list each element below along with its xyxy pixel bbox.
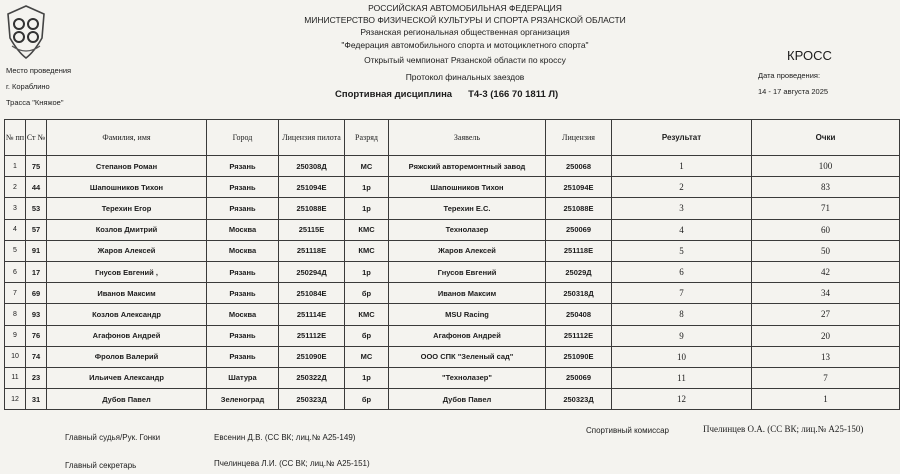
col-rank-cell: 1р	[345, 261, 389, 282]
col-pilot-license-cell: 251094Е	[279, 177, 345, 198]
table-body	[5, 156, 900, 410]
col-pilot-license-cell: 251088Е	[279, 198, 345, 219]
col-start-num-cell: 44	[26, 177, 47, 198]
col-license-cell: 251118Е	[546, 240, 612, 261]
venue-label: Место проведения	[6, 66, 72, 75]
table-row	[5, 261, 900, 282]
col-name-cell: Шапошников Тихон	[47, 177, 207, 198]
col-result-cell: 6	[612, 261, 752, 282]
col-num-cell: 7	[5, 283, 26, 304]
col-city-cell: Рязань	[207, 177, 279, 198]
col-pilot-license-cell: 250308Д	[279, 156, 345, 177]
col-entrant-cell: Шапошников Тихон	[389, 177, 546, 198]
col-pilot-license-cell: 251090Е	[279, 346, 345, 367]
col-name-cell: Агафонов Андрей	[47, 325, 207, 346]
col-entrant-cell: Технолазер	[389, 219, 546, 240]
col-pilot-license-cell: 251114Е	[279, 304, 345, 325]
col-result-cell: 2	[612, 177, 752, 198]
col-name-cell: Гнусов Евгений ,	[47, 261, 207, 282]
judge-label: Главный судья/Рук. Гонки	[65, 433, 161, 442]
col-entrant-cell: "Технолазер"	[389, 367, 546, 388]
col-points-cell: 60	[752, 219, 900, 240]
discipline-label: Спортивная дисциплина	[335, 89, 453, 100]
col-pilot-license-cell: 251112Е	[279, 325, 345, 346]
col-name-cell: Ильичев Александр	[47, 367, 207, 388]
col-rank-cell: КМС	[345, 304, 389, 325]
ministry-title: МИНИСТЕРСТВО ФИЗИЧЕСКОЙ КУЛЬТУРЫ И СПОРТА РЯЗАНСКОЙ ОБЛАСТИ	[304, 15, 626, 25]
table-header-row	[5, 120, 900, 156]
col-pilot-license-header: Лицензия пилота	[279, 120, 345, 156]
table-row	[5, 389, 900, 410]
col-points-cell: 27	[752, 304, 900, 325]
col-rank-cell: 1р	[345, 367, 389, 388]
col-num-cell: 2	[5, 177, 26, 198]
col-num-cell: 1	[5, 156, 26, 177]
col-start-num-cell: 76	[26, 325, 47, 346]
col-entrant-cell: Иванов Максим	[389, 283, 546, 304]
event-type: КРОСС	[787, 48, 832, 63]
col-license-cell: 251094Е	[546, 177, 612, 198]
protocol-title: Протокол финальных заездов	[405, 72, 525, 82]
judge-value: Евсенин Д.В. (СС ВК; лиц.№ А25-149)	[214, 433, 356, 442]
col-result-header: Результат	[612, 120, 752, 156]
col-name-cell: Козлов Дмитрий	[47, 219, 207, 240]
col-points-cell: 13	[752, 346, 900, 367]
col-rank-cell: бр	[345, 283, 389, 304]
col-name-cell: Терехин Егор	[47, 198, 207, 219]
col-start-num-cell: 75	[26, 156, 47, 177]
col-name-cell: Фролов Валерий	[47, 346, 207, 367]
col-result-cell: 7	[612, 283, 752, 304]
col-city-cell: Рязань	[207, 261, 279, 282]
col-license-header: Лицензия	[546, 120, 612, 156]
col-entrant-cell: Ряжский авторемонтный завод	[389, 156, 546, 177]
col-rank-header: Разряд	[345, 120, 389, 156]
col-entrant-cell: Агафонов Андрей	[389, 325, 546, 346]
col-rank-cell: бр	[345, 389, 389, 410]
col-city-cell: Москва	[207, 240, 279, 261]
col-start-num-header: Ст №	[26, 120, 47, 156]
col-result-cell: 8	[612, 304, 752, 325]
col-result-cell: 4	[612, 219, 752, 240]
col-num-cell: 9	[5, 325, 26, 346]
col-pilot-license-cell: 250323Д	[279, 389, 345, 410]
col-license-cell: 251090Е	[546, 346, 612, 367]
col-name-cell: Дубов Павел	[47, 389, 207, 410]
date-value: 14 - 17 августа 2025	[758, 87, 829, 96]
col-num-cell: 11	[5, 367, 26, 388]
col-pilot-license-cell: 251118Е	[279, 240, 345, 261]
col-points-cell: 71	[752, 198, 900, 219]
col-license-cell: 250069	[546, 219, 612, 240]
col-name-cell: Степанов Роман	[47, 156, 207, 177]
secretary-label: Главный секретарь	[65, 461, 137, 470]
col-license-cell: 25029Д	[546, 261, 612, 282]
organization-name: "Федерация автомобильного спорта и мотоциклетного спорта"	[341, 40, 589, 50]
col-result-cell: 3	[612, 198, 752, 219]
table-row	[5, 283, 900, 304]
col-entrant-cell: MSU Racing	[389, 304, 546, 325]
col-num-cell: 8	[5, 304, 26, 325]
col-result-cell: 12	[612, 389, 752, 410]
federation-title: РОССИЙСКАЯ АВТОМОБИЛЬНАЯ ФЕДЕРАЦИЯ	[368, 3, 562, 13]
table-row	[5, 304, 900, 325]
col-city-cell: Рязань	[207, 198, 279, 219]
col-points-cell: 20	[752, 325, 900, 346]
results-table	[4, 119, 900, 410]
col-rank-cell: КМС	[345, 240, 389, 261]
col-rank-cell: 1р	[345, 198, 389, 219]
table-row	[5, 325, 900, 346]
col-entrant-cell: Жаров Алексей	[389, 240, 546, 261]
col-rank-cell: бр	[345, 325, 389, 346]
championship-title: Открытый чемпионат Рязанской области по кроссу	[364, 55, 566, 65]
col-entrant-cell: Терехин Е.С.	[389, 198, 546, 219]
table-row	[5, 219, 900, 240]
col-rank-cell: 1р	[345, 177, 389, 198]
col-license-cell: 251112Е	[546, 325, 612, 346]
col-rank-cell: КМС	[345, 219, 389, 240]
table-row	[5, 177, 900, 198]
col-city-cell: Зеленоград	[207, 389, 279, 410]
col-points-cell: 100	[752, 156, 900, 177]
table-row	[5, 346, 900, 367]
col-num-cell: 4	[5, 219, 26, 240]
table-row	[5, 240, 900, 261]
col-city-cell: Рязань	[207, 156, 279, 177]
col-name-header: Фамилия, имя	[47, 120, 207, 156]
col-start-num-cell: 91	[26, 240, 47, 261]
commissioner-label: Спортивный комиссар	[586, 426, 669, 435]
col-start-num-cell: 31	[26, 389, 47, 410]
col-start-num-cell: 23	[26, 367, 47, 388]
col-city-header: Город	[207, 120, 279, 156]
date-label: Дата проведения:	[758, 71, 821, 80]
col-name-cell: Козлов Александр	[47, 304, 207, 325]
col-points-cell: 1	[752, 389, 900, 410]
track-name: Трасса "Княжое"	[6, 98, 64, 107]
discipline-value: Т4-3 (166 70 1811 Л)	[468, 89, 559, 100]
col-rank-cell: МС	[345, 346, 389, 367]
col-start-num-cell: 57	[26, 219, 47, 240]
col-points-cell: 50	[752, 240, 900, 261]
col-points-cell: 34	[752, 283, 900, 304]
organization-title: Рязанская региональная общественная организация	[360, 27, 570, 37]
col-num-header: № пп	[5, 120, 26, 156]
col-result-cell: 9	[612, 325, 752, 346]
col-start-num-cell: 93	[26, 304, 47, 325]
col-entrant-header: Заявель	[389, 120, 546, 156]
col-start-num-cell: 53	[26, 198, 47, 219]
col-num-cell: 10	[5, 346, 26, 367]
col-license-cell: 250318Д	[546, 283, 612, 304]
col-start-num-cell: 74	[26, 346, 47, 367]
col-entrant-cell: Дубов Павел	[389, 389, 546, 410]
col-pilot-license-cell: 25115Е	[279, 219, 345, 240]
commissioner-value: Пчелинцев О.А. (СС ВК; лиц.№ А25-150)	[703, 424, 864, 434]
col-license-cell: 250069	[546, 367, 612, 388]
col-num-cell: 5	[5, 240, 26, 261]
table-row	[5, 156, 900, 177]
col-city-cell: Москва	[207, 219, 279, 240]
col-city-cell: Шатура	[207, 367, 279, 388]
col-entrant-cell: ООО СПК "Зеленый сад"	[389, 346, 546, 367]
col-license-cell: 250408	[546, 304, 612, 325]
discipline-line	[335, 89, 558, 100]
col-pilot-license-cell: 250322Д	[279, 367, 345, 388]
secretary-value: Пчелинцева Л.И. (СС ВК; лиц.№ А25-151)	[214, 459, 370, 468]
col-name-cell: Иванов Максим	[47, 283, 207, 304]
col-points-cell: 42	[752, 261, 900, 282]
col-city-cell: Рязань	[207, 346, 279, 367]
col-start-num-cell: 17	[26, 261, 47, 282]
federation-logo	[4, 4, 48, 60]
col-name-cell: Жаров Алексей	[47, 240, 207, 261]
col-entrant-cell: Гнусов Евгений	[389, 261, 546, 282]
col-num-cell: 12	[5, 389, 26, 410]
table-row	[5, 367, 900, 388]
col-pilot-license-cell: 250294Д	[279, 261, 345, 282]
venue-value: г. Кораблино	[6, 82, 50, 91]
col-result-cell: 10	[612, 346, 752, 367]
col-rank-cell: МС	[345, 156, 389, 177]
col-points-cell: 83	[752, 177, 900, 198]
col-license-cell: 250323Д	[546, 389, 612, 410]
col-points-cell: 7	[752, 367, 900, 388]
table-row	[5, 198, 900, 219]
col-points-header: Очки	[752, 120, 900, 156]
col-license-cell: 251088Е	[546, 198, 612, 219]
col-result-cell: 1	[612, 156, 752, 177]
col-result-cell: 5	[612, 240, 752, 261]
col-city-cell: Рязань	[207, 283, 279, 304]
col-city-cell: Москва	[207, 304, 279, 325]
col-num-cell: 6	[5, 261, 26, 282]
col-start-num-cell: 69	[26, 283, 47, 304]
col-num-cell: 3	[5, 198, 26, 219]
col-pilot-license-cell: 251084Е	[279, 283, 345, 304]
col-city-cell: Рязань	[207, 325, 279, 346]
col-result-cell: 11	[612, 367, 752, 388]
col-license-cell: 250068	[546, 156, 612, 177]
